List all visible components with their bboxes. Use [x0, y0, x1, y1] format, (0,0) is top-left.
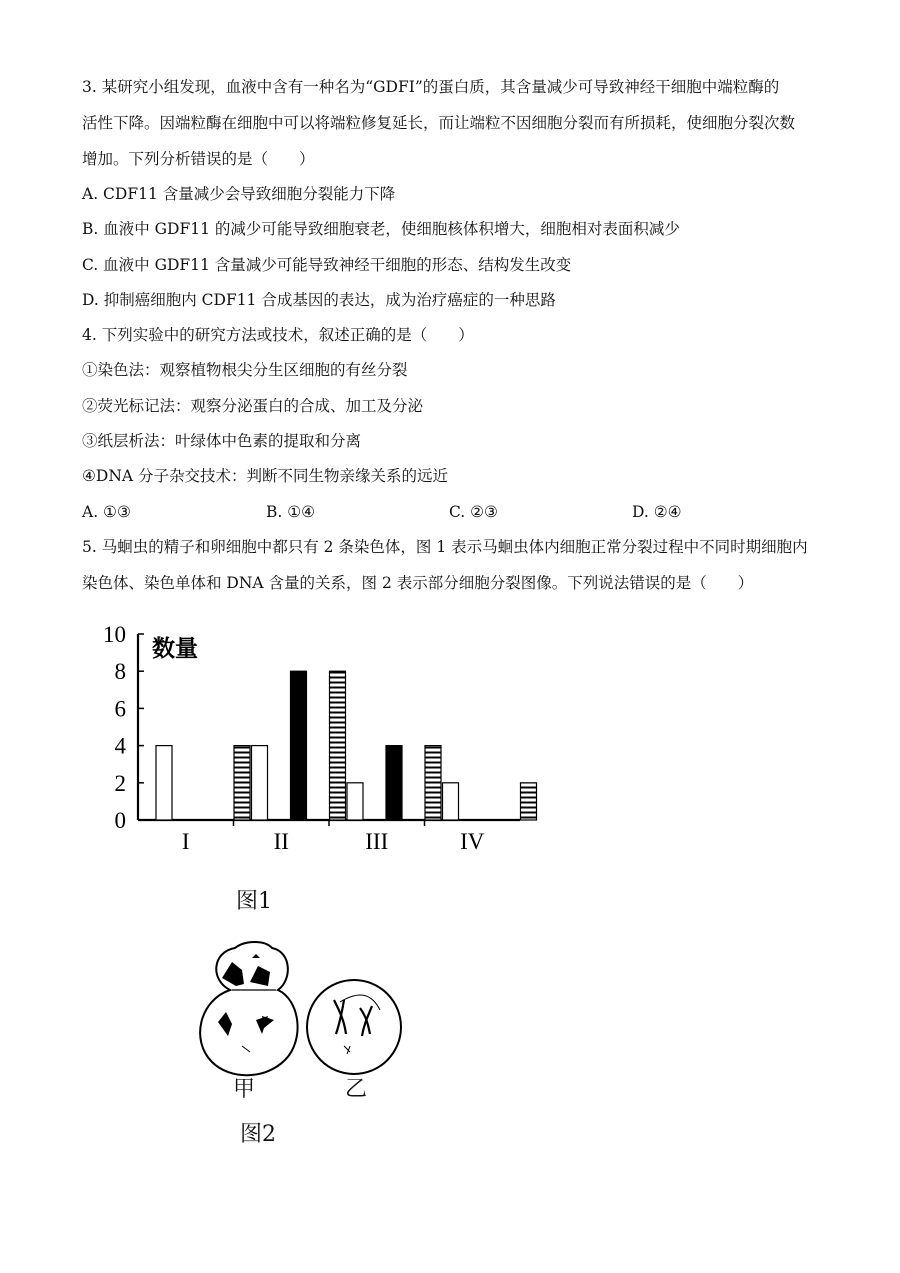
y-tick-label: 4	[114, 733, 126, 759]
y-tick-label: 10	[103, 622, 126, 647]
cell-b-label: 乙	[345, 1077, 368, 1102]
q3-option-a: A. CDF11 含量减少会导致细胞分裂能力下降	[82, 185, 396, 203]
q4-option-a: A. ①③	[82, 503, 131, 521]
q3-stem-line2: 活性下降。因端粒酶在细胞中可以将端粒修复延长，而让端粒不因细胞分裂而有所损耗，使细胞分裂次数	[82, 114, 796, 132]
q4-option-c: C. ②③	[449, 503, 498, 521]
y-tick-label: 6	[114, 696, 126, 722]
x-tick-label: II	[273, 829, 289, 854]
cell-a-chromosomes	[218, 954, 274, 1052]
q5-stem-line2: 染色体、染色单体和 DNA 含量的关系，图 2 表示部分细胞分裂图像。下列说法错误的是（ ）	[82, 574, 754, 592]
q3-option-d: D. 抑制癌细胞内 CDF11 合成基因的表达，成为治疗癌症的一种思路	[82, 291, 556, 309]
q5-stem-line1: 5. 马蛔虫的精子和卵细胞中都只有 2 条染色体，图 1 表示马蛔虫体内细胞正常分裂过程中不同时期细胞内	[82, 538, 808, 556]
q4-item-1: ①染色法：观察植物根尖分生区细胞的有丝分裂	[82, 361, 408, 379]
cell-b-chromosomes	[334, 995, 380, 1054]
q3-stem-line1: 3. 某研究小组发现，血液中含有一种名为“GDFI”的蛋白质，其含量减少可导致神经干细胞中端粒酶的	[82, 78, 780, 96]
q3-option-b: B. 血液中 GDF11 的减少可能导致细胞衰老，使细胞核体积增大，细胞相对表面积减少	[82, 220, 680, 238]
x-tick-label: I	[181, 829, 190, 854]
cell-b-drawing	[307, 980, 401, 1074]
figure-2-caption: 图2	[240, 1122, 276, 1147]
y-tick-label: 2	[114, 770, 126, 796]
cell-a-drawing	[200, 942, 297, 1075]
x-tick-label: IV	[460, 829, 485, 854]
y-tick-label: 8	[114, 659, 126, 685]
chart-title: 数量	[152, 636, 198, 662]
q3-option-c: C. 血液中 GDF11 含量减少可能导致神经干细胞的形态、结构发生改变	[82, 256, 572, 274]
q4-option-b: B. ①④	[266, 503, 316, 521]
figure-1-caption: 图1	[236, 889, 272, 914]
q4-item-3: ③纸层析法：叶绿体中色素的提取和分离	[82, 432, 362, 450]
x-tick-label: III	[365, 829, 389, 854]
q4-item-2: ②荧光标记法：观察分泌蛋白的合成、加工及分泌	[82, 397, 424, 415]
q3-stem-line3: 增加。下列分析错误的是（ ）	[82, 150, 315, 168]
q4-stem: 4. 下列实验中的研究方法或技术，叙述正确的是（ ）	[82, 326, 474, 344]
y-tick-label: 0	[114, 808, 126, 833]
cell-a-label: 甲	[233, 1077, 256, 1102]
q4-option-d: D. ②④	[632, 503, 682, 521]
q4-item-4: ④DNA 分子杂交技术：判断不同生物亲缘关系的远近	[82, 467, 449, 485]
